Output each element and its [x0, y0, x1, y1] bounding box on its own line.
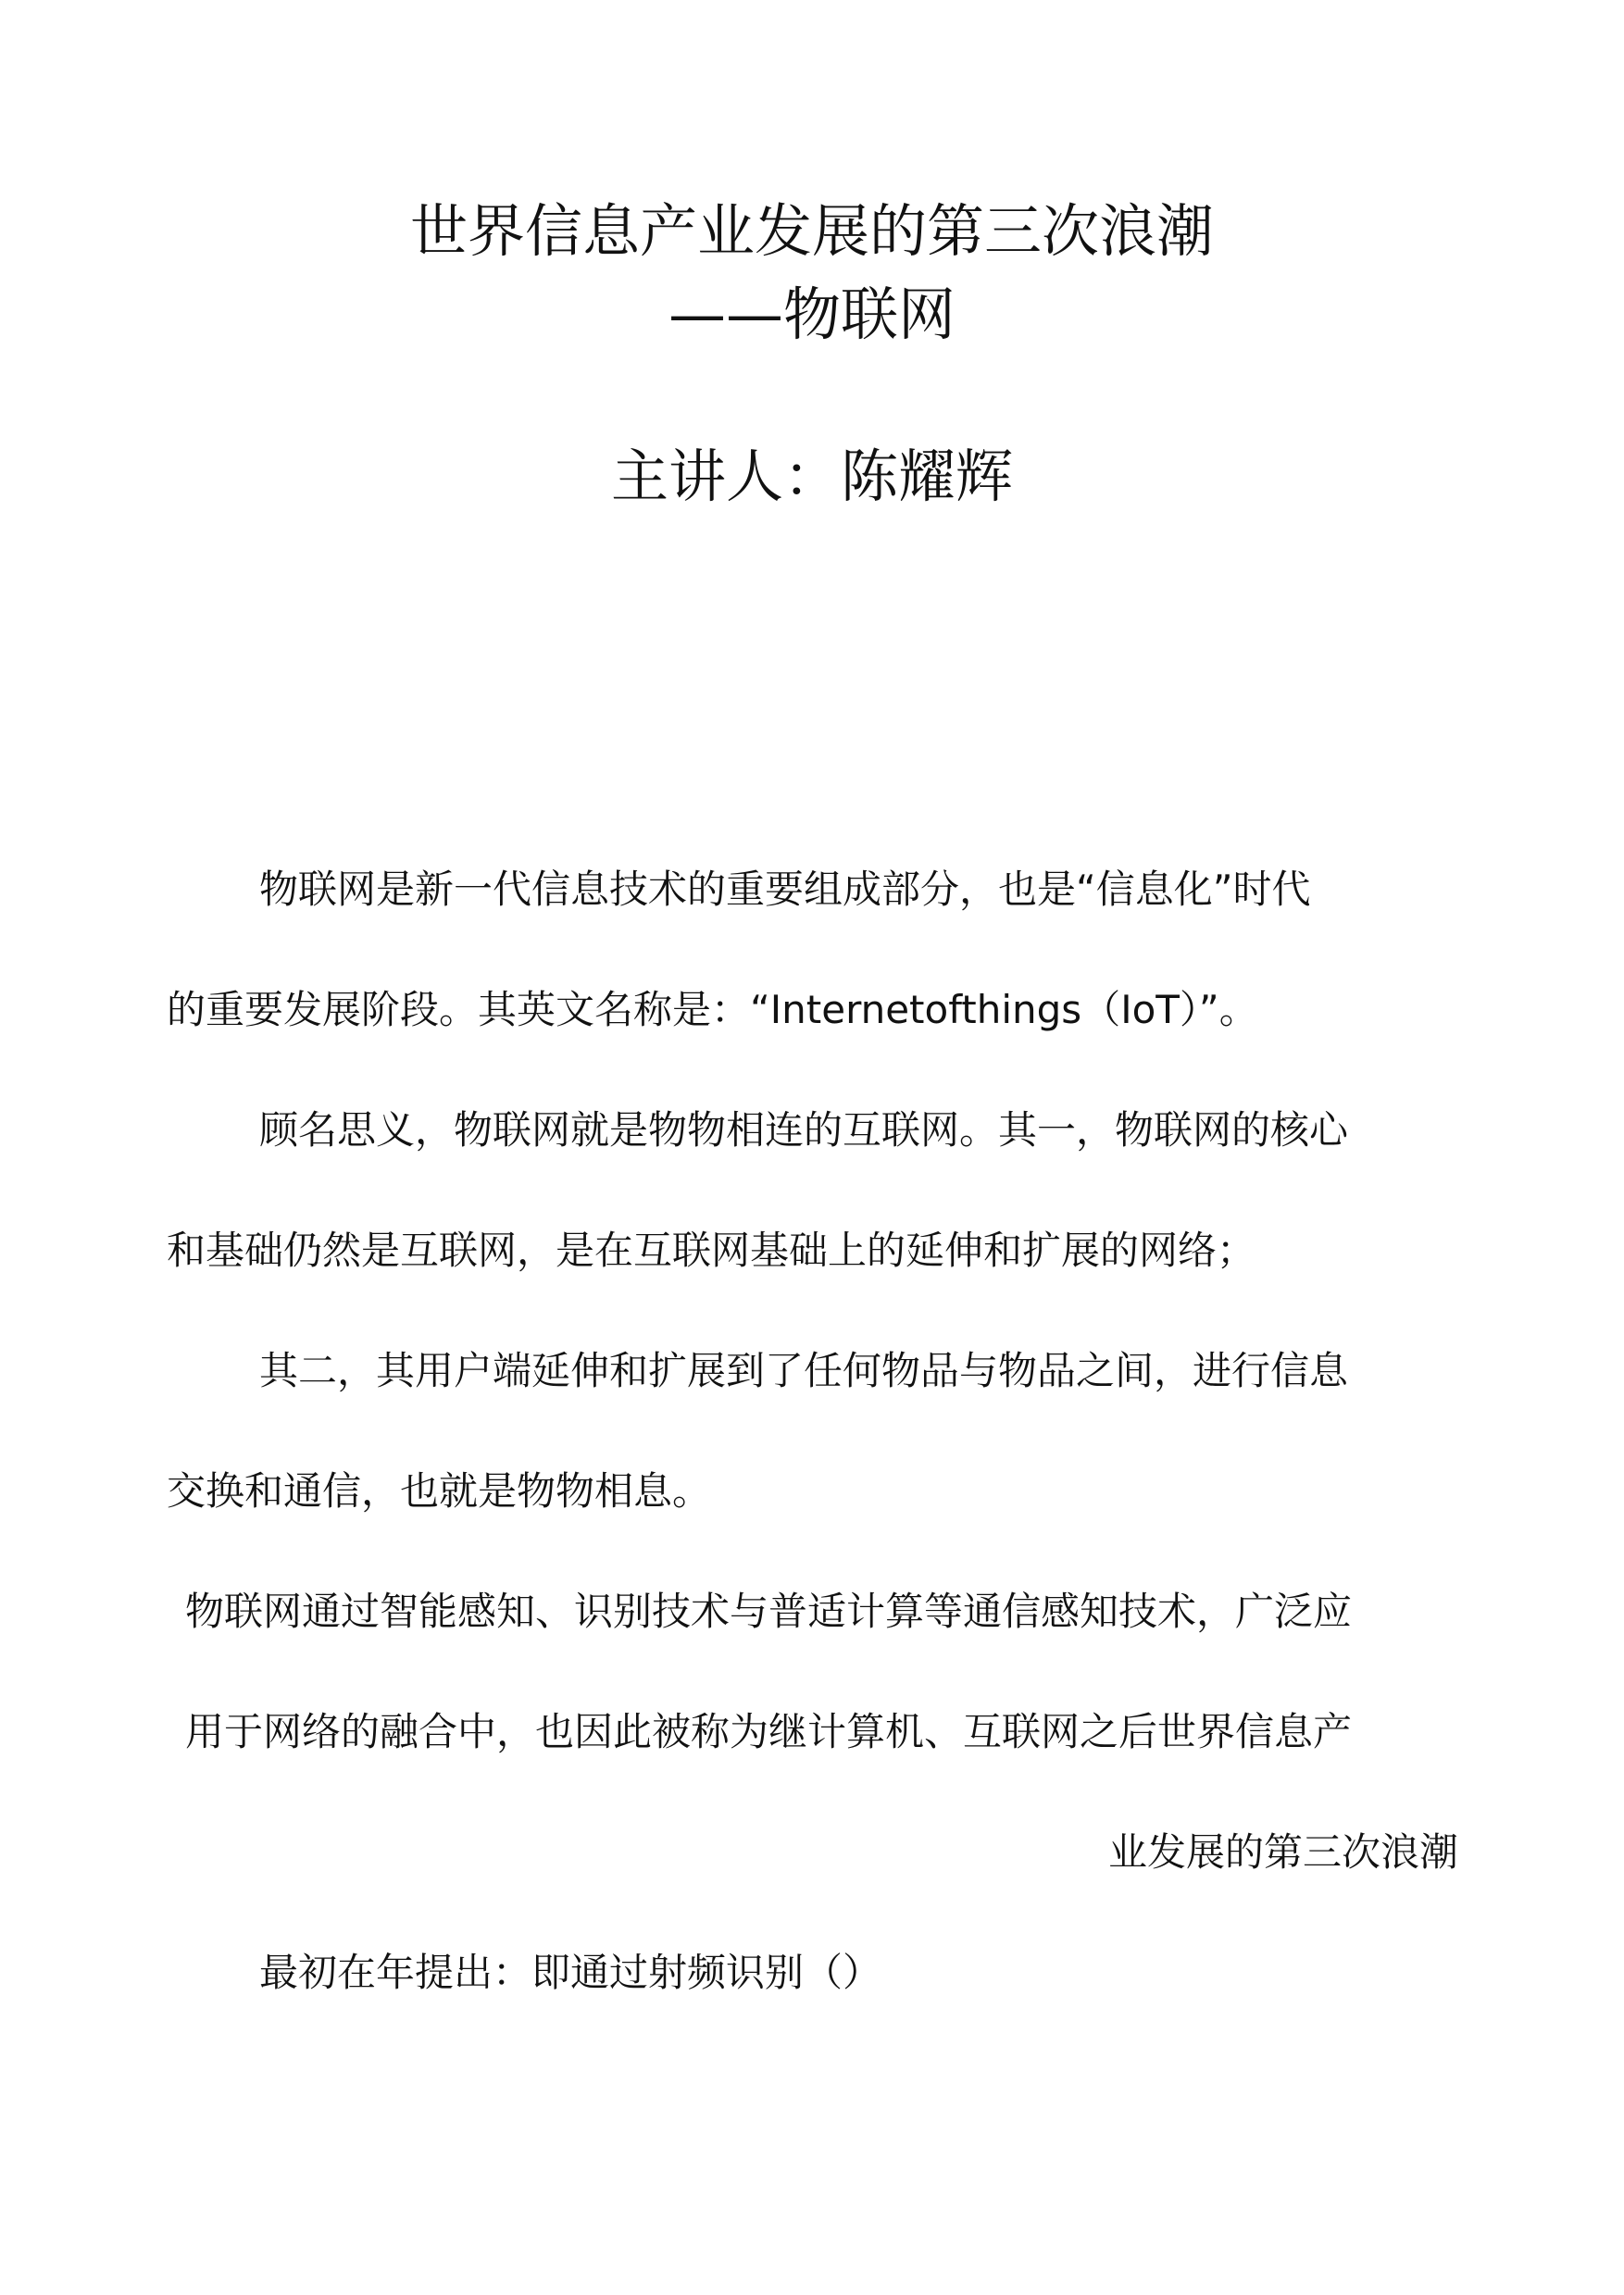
title-line-2: ——物联网	[668, 281, 956, 348]
paragraph-line: 最初在年提出：即通过射频识别（）	[259, 1950, 882, 1995]
paragraph-line: 交换和通信，也就是物物相息。	[167, 1468, 712, 1514]
document-title	[0, 190, 1624, 356]
paragraph-line: 物联网是新一代信息技术的重要组成部分，也是“信息化”时代	[259, 867, 1311, 912]
paragraph-line: 顾名思义，物联网就是物物相连的互联网。其一，物联网的核心	[259, 1107, 1349, 1153]
speaker-line: 主讲人：陈耀辉	[610, 443, 1013, 510]
paragraph-line: 物联网通过智能感知、识别技术与普适计算等通信感知技术，广泛应	[185, 1589, 1353, 1634]
paragraph-line: 和基础仍然是互联网，是在互联网基础上的延伸和扩展的网络；	[167, 1228, 1256, 1273]
paragraph-line: 用于网络的融合中，也因此被称为继计算机、互联网之后世界信息产	[185, 1709, 1353, 1754]
paragraph-line: 的重要发展阶段。其英文名称是：“Internetofthings（IoT）”。	[167, 987, 1258, 1032]
paragraph-line: 业发展的第三次浪潮	[1107, 1829, 1458, 1875]
paragraph-line: 其二，其用户端延伸和扩展到了任何物品与物品之间，进行信息	[259, 1348, 1349, 1393]
title-line-1: 世界信息产业发展的第三次浪潮	[409, 197, 1214, 265]
